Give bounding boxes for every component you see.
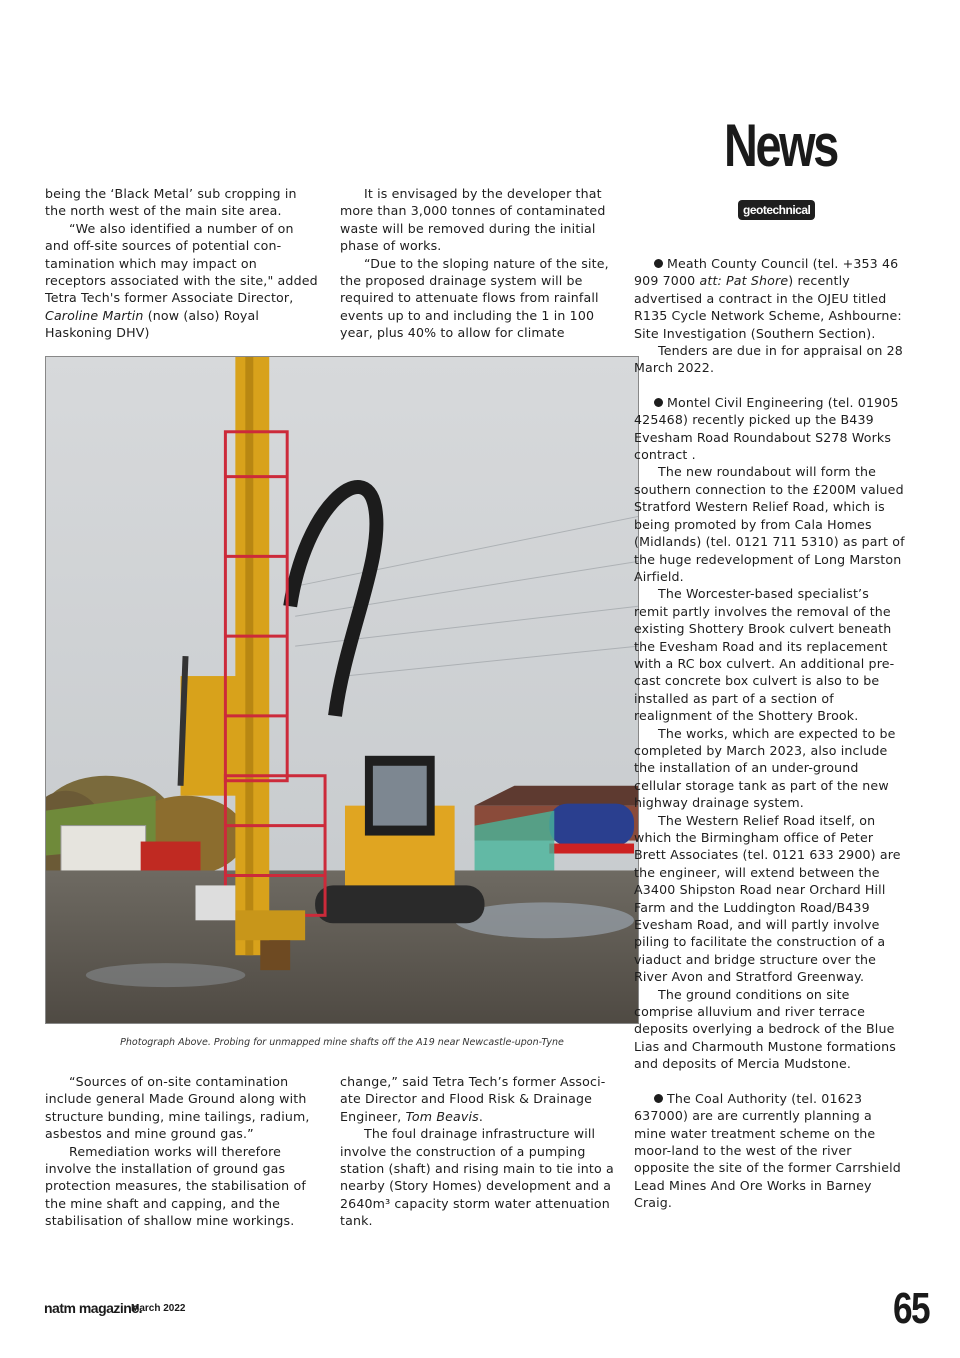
paragraph: The ground conditions on site comprise alluvium and river terrace deposits overlying a bedrock of the Blue Lias and Charmouth Mustone formations and deposits of Mercia Mudstone.: [634, 986, 896, 1072]
person-name: Caroline Martin: [45, 307, 144, 323]
bullet-icon: [654, 259, 663, 268]
issue-date: March 2022: [131, 1303, 186, 1314]
news-text: ) recently advertised a contract in the OJEU titled R135 Cycle Network Scheme, Ashbourne: Site Investigation (Southern Section).: [634, 273, 902, 341]
column-1-bottom: [45, 1073, 320, 1230]
paragraph: “Due to the sloping nature of the site, the proposed drainage system will be required to attenuate flows from rainfall events up to and including the 1 in 100 year, plus 40% to allow for climate: [340, 255, 609, 341]
paragraph: Tenders are due in for appraisal on 28 March 2022.: [634, 343, 903, 376]
drilling-rig-photo: [45, 356, 639, 1024]
paragraph: It is envisaged by the developer that more than 3,000 tonnes of contaminated waste will be removed during the initial phase of works.: [340, 186, 606, 254]
news-text: Meath County Council (tel. +353 46 909 7000: [634, 256, 899, 289]
paragraph: The Worcester-based specialist’s remit partly involves the removal of the existing Shottery Brook culvert beneath the Evesham Road and its replacement with a RC box culvert. An additional pre-cast concrete box culvert is also to be installed as part of a section of realignment of the Shottery Brook.: [634, 586, 895, 724]
news-item-meath: [634, 255, 906, 342]
paragraph: The Western Relief Road itself, on which the Birmingham office of Peter Brett Associates (tel. 0121 633 2900) are the engineer, will extend between the A3400 Shipston Road near Orchard Hill Farm and the Luddington Road/B439 Evesham Road, and will partly involve piling to facilitate the construction of a viaduct and bridge structure over the River Avon and Stratford Greenway.: [634, 812, 901, 985]
section-badge: geotechnical: [738, 200, 815, 220]
page-number: 65: [893, 1284, 929, 1333]
person-name: Tom Beavis: [405, 1108, 479, 1124]
bullet-icon: [654, 1094, 663, 1103]
magazine-brand: natm magazine.: [44, 1300, 143, 1316]
drilling-rig-illustration: [46, 357, 638, 1023]
contact-name: att: Pat Shore: [699, 273, 789, 289]
paragraph: being the ‘Black Metal’ sub cropping in the north west of the main site area.: [45, 186, 297, 219]
paragraph: The works, which are expected to be completed by March 2023, also include the installation of an under-ground cellular storage tank as part of the new highway drainage system.: [634, 725, 896, 811]
punctuation: .: [478, 1108, 483, 1124]
paragraph: The new roundabout will form the southern connection to the £200M valued Stratford Western Relief Road, which is being promoted by from Cala Homes (Midlands) (tel. 0121 711 5310) as part of the huge redevelopment of Long Marston Airfield.: [634, 464, 905, 584]
paragraph: [340, 1073, 615, 1125]
paragraph: The foul drainage infrastructure will involve the construction of a pumping station (shaft) and rising main to tie into a nearby (Story Homes) development and a 2640m³ capacity storm water attenuation tank.: [340, 1126, 614, 1229]
affiliation-text: (now (also) Royal Haskoning DHV): [45, 307, 260, 341]
bullet-icon: [654, 398, 663, 407]
quote-text: change,” said Tetra Tech’s former Associ-ate Director and Flood Risk & Drainage Engineer,: [340, 1074, 606, 1124]
news-item-montel: [634, 394, 906, 464]
column-2-bottom: [340, 1073, 615, 1230]
quote-text: “We also identified a number of on and off-site sources of potential con-tamination which may impact on receptors associated with the site," added Tetra Tech's former Associate Director,: [45, 220, 318, 306]
column-1-top: [45, 185, 320, 342]
paragraph: Remediation works will therefore involve the installation of ground gas protection measures, the stabilisation of the mine shaft and capping, and the stabilisation of shallow mine workings.: [45, 1143, 306, 1229]
column-3: [634, 255, 906, 1212]
news-text: Montel Civil Engineering (tel. 01905 425468) recently picked up the B439 Evesham Road Roundabout S278 Works contract .: [634, 394, 899, 463]
photo-caption: Photograph Above. Probing for unmapped mine shafts off the A19 near Newcastle-upon-Tyne: [120, 1037, 564, 1048]
news-text: The Coal Authority (tel. 01623 637000) are are currently planning a mine water treatment scheme on the moor-land to the west of the river opposite the site of the former Carrshield Lead Mines And Ore Works in Barney Craig.: [634, 1090, 901, 1211]
paragraph: “Sources of on-site contamination include general Made Ground along with structure bunding, mine tailings, radium, asbestos and mine ground gas.”: [45, 1074, 310, 1142]
news-item-coal-authority: [634, 1090, 906, 1212]
paragraph: [45, 220, 320, 342]
section-title: News: [724, 112, 837, 179]
column-2-top: [340, 185, 615, 342]
